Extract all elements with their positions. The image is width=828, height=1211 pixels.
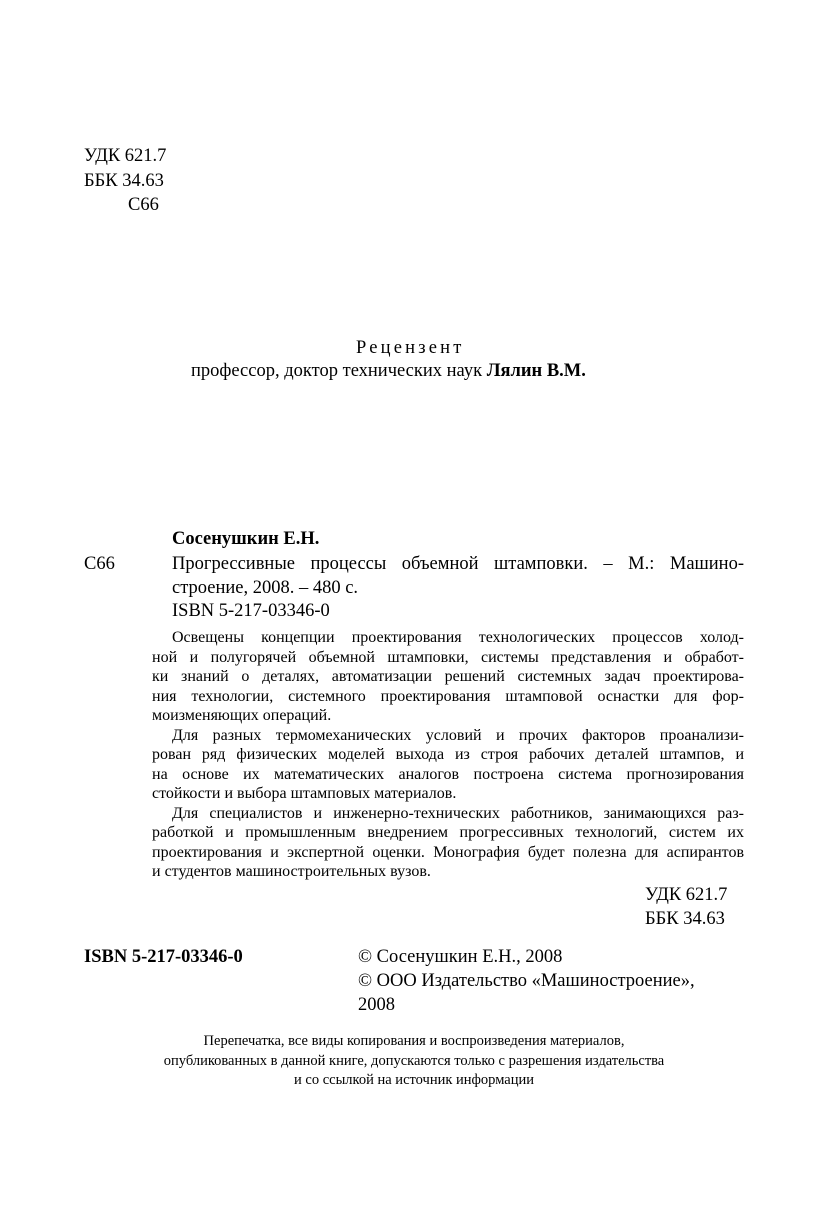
reviewer-title: профессор, доктор технических наук <box>191 361 487 381</box>
notice-line2: опубликованных в данной книге, допускаются только с разрешения издательства <box>163 1053 665 1069</box>
abstract-line: и студентов машиностроительных вузов. <box>152 863 431 880</box>
abstract-line: рован ряд физических моделей выхода из строя рабочих деталей штампов, и <box>152 746 744 763</box>
notice-line3: и со ссылкой на источник информации <box>294 1072 534 1088</box>
reviewer-line <box>191 360 586 383</box>
copyright-line1: © Сосенушкин Е.Н., 2008 <box>358 947 563 967</box>
abstract-line: ки знаний о деталях, автоматизации решений системных задач проектирова- <box>152 668 744 685</box>
catalog-title-line2: строение, 2008. – 480 с. <box>172 578 359 598</box>
abstract-line: Освещены концепции проектирования технологических процессов холод- <box>172 629 744 646</box>
catalog-title-line1: Прогрессивные процессы объемной штамповки. – М.: Машино- <box>172 554 744 574</box>
abstract-line: работкой и промышленным внедрением прогрессивных технологий, систем их <box>152 824 744 841</box>
header-bbk: ББК 34.63 <box>84 171 164 191</box>
copyright-isbn: ISBN 5-217-03346-0 <box>84 947 243 967</box>
abstract-line: ния технологии, системного проектирования штамповой оснастки для фор- <box>152 688 744 705</box>
notice-line1: Перепечатка, все виды копирования и воспроизведения материалов, <box>203 1033 625 1049</box>
reviewer-name: Лялин В.М. <box>486 361 586 381</box>
footer-bbk: ББК 34.63 <box>645 909 725 929</box>
catalog-isbn: ISBN 5-217-03346-0 <box>172 601 330 621</box>
footer-udk: УДК 621.7 <box>645 885 728 905</box>
catalog-author: Сосенушкин Е.Н. <box>172 529 320 549</box>
abstract-line: проектирования и экспертной оценки. Монография будет полезна для аспирантов <box>152 844 744 861</box>
header-author-mark: С66 <box>128 195 159 215</box>
abstract-line: стойкости и выбора штамповых материалов. <box>152 785 457 802</box>
abstract-line: Для специалистов и инженерно-технических работников, занимающихся раз- <box>172 805 744 822</box>
header-udk: УДК 621.7 <box>84 146 167 166</box>
reviewer-label: Рецензент <box>356 338 465 358</box>
abstract-line: на основе их математических аналогов построена система прогнозирования <box>152 766 744 783</box>
abstract-line: Для разных термомеханических условий и прочих факторов проанализи- <box>172 727 744 744</box>
copyright-line3: 2008 <box>358 995 395 1015</box>
abstract-line: ной и полугорячей объемной штамповки, системы представления и обработ- <box>152 649 744 666</box>
catalog-mark: С66 <box>84 554 115 574</box>
copyright-line2: © ООО Издательство «Машиностроение», <box>358 971 695 991</box>
abstract-line: моизменяющих операций. <box>152 707 332 724</box>
